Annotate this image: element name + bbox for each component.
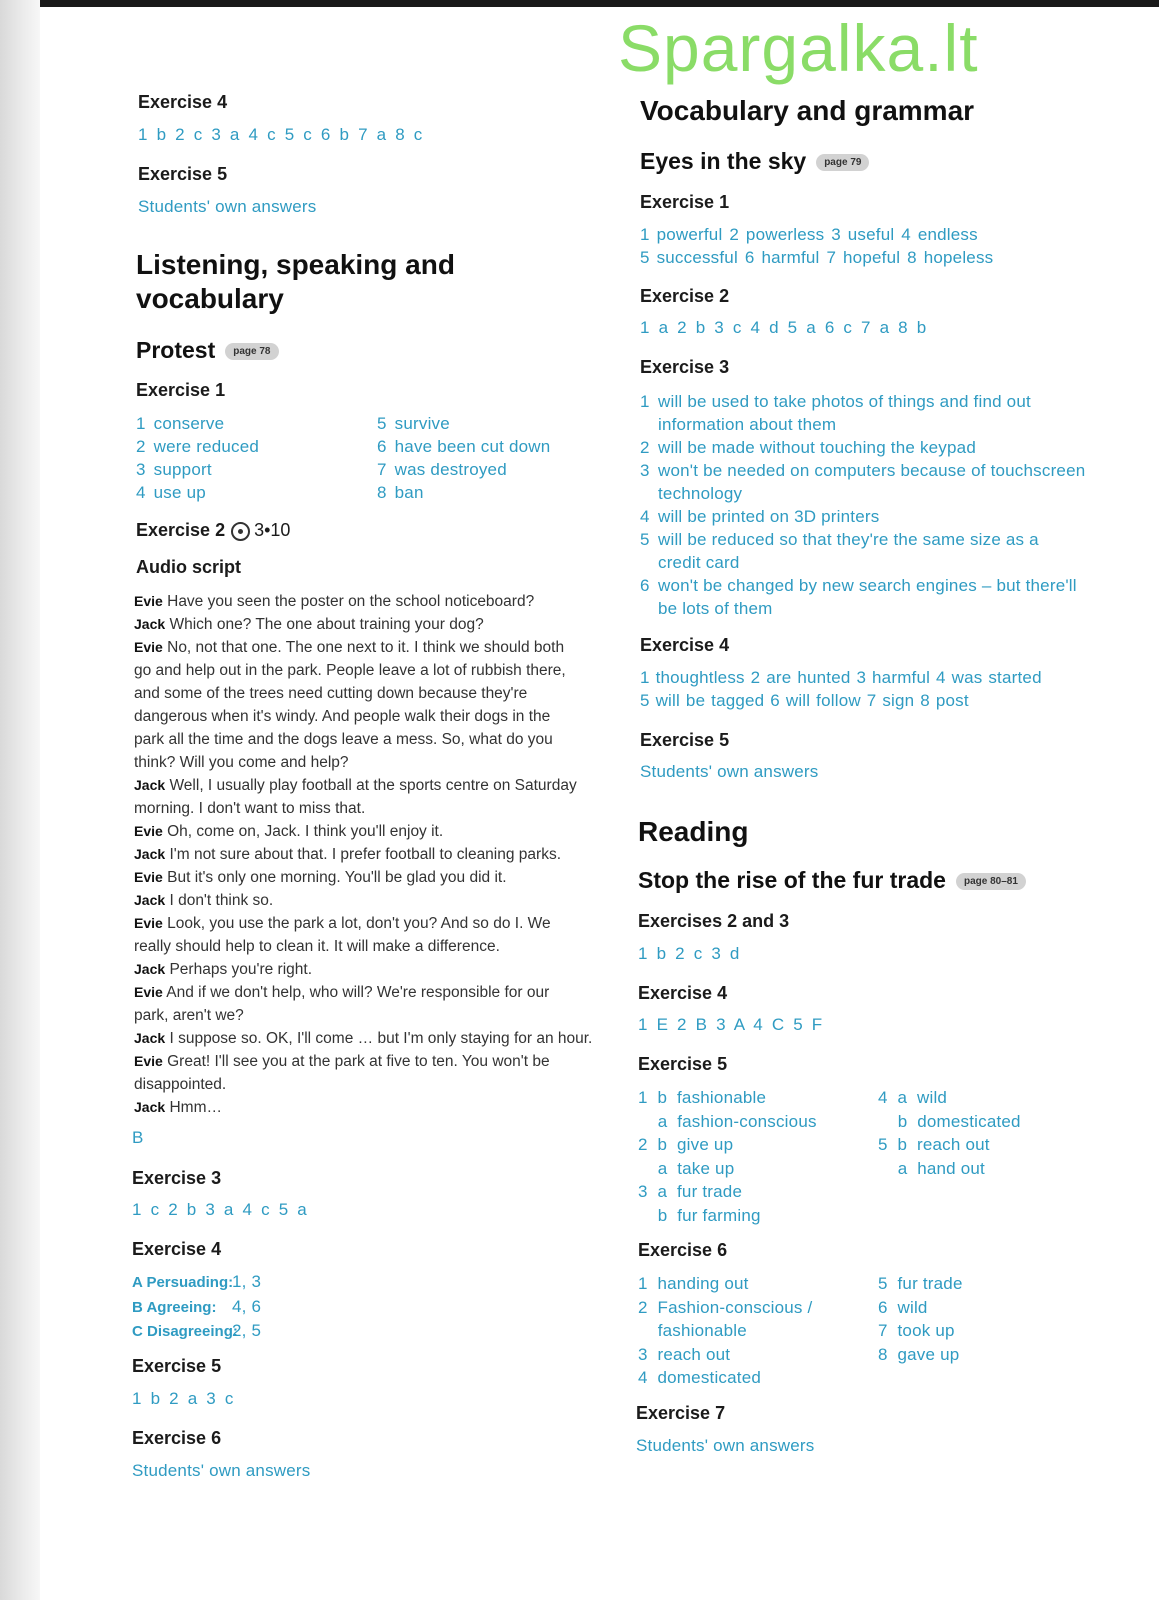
numbered-answer-list [640,390,1085,620]
script-line [134,1073,592,1096]
script-line [134,682,592,705]
answer-list-col2 [878,1086,1021,1180]
script-line [134,935,592,958]
script-text: I don't think so. [165,892,274,909]
list-item [640,551,1085,574]
top-border [0,0,1159,7]
list-item [640,597,1085,620]
script-line [134,590,592,613]
script-line [134,1027,592,1050]
function-value: 4, 6 [232,1296,262,1316]
list-item [640,482,1085,505]
script-text: I suppose so. OK, I'll come … but I'm only staying for an hour. [165,1030,593,1047]
item-text: will be made without touching the keypad [658,438,976,457]
script-text: And if we don't help, who will? We're responsible for our [162,984,550,1001]
item-number: 6 [377,437,387,456]
watermark-logo: Spargalka.lt [618,11,979,85]
exercise-title: Exercise 4 [132,1239,222,1259]
answer-list-col2 [878,1272,963,1366]
list-item [132,1295,261,1320]
script-line [134,981,592,1004]
list-item [136,458,259,481]
list-item: b fur farming [638,1205,761,1225]
item-text: conserve [153,414,225,433]
exercise-title: Exercise 6 [132,1428,222,1448]
item-number: 7 [377,460,387,479]
exercise-title: Exercise 4 [638,983,728,1003]
exercise-title-text: Exercise 2 [136,520,226,540]
speaker-name: Jack [134,777,166,793]
answer-line: 1 c 2 b 3 a 4 c 5 a [132,1200,307,1219]
subsection-title-text: Protest [136,337,216,363]
function-label: B Agreeing: [132,1298,217,1316]
list-item: 8 gave up [878,1344,960,1364]
item-text: use up [153,483,206,502]
list-item [377,435,550,458]
list-item: 1 b fashionable [638,1088,767,1107]
item-text: be lots of them [658,599,773,618]
speaker-name: Jack [134,616,166,632]
item-number: 5 [377,414,387,433]
item-number: 6 [640,576,650,595]
item-number: 5 [640,530,650,549]
script-line [134,613,592,636]
list-item [377,412,550,435]
list-item: a hand out [878,1158,985,1178]
item-number: 3 [640,461,650,480]
script-line [134,912,592,935]
exercise-title: Exercise 3 [132,1168,222,1188]
script-line [134,1050,592,1073]
speaker-name: Jack [134,846,166,862]
script-text: Which one? The one about training your dog? [165,616,484,633]
script-text: think? Will you come and help? [134,754,349,771]
speaker-name: Jack [134,961,166,977]
script-text: Well, I usually play football at the sports centre on Saturday [165,777,577,794]
item-text: won't be changed by new search engines – but there'll [658,576,1077,595]
list-item [640,390,1085,413]
page-margin-shadow [0,0,40,1600]
item-text: have been cut down [394,437,551,456]
track-number: 3•10 [254,520,291,540]
script-line [134,866,592,889]
answer-line: B [132,1128,144,1147]
list-item [377,481,550,504]
script-text: No, not that one. The one next to it. I think we should both [162,639,565,656]
list-item [132,1270,261,1295]
answer-line: 1 a 2 b 3 c 4 d 5 a 6 c 7 a 8 b [640,318,927,337]
answer-line: 1 b 2 c 3 a 4 c 5 c 6 b 7 a 8 c [138,125,423,144]
answer-list-col2 [377,412,550,504]
script-line [134,1096,592,1119]
speaker-name: Jack [134,1030,166,1046]
script-line [134,797,592,820]
list-item: 6 wild [878,1297,928,1317]
list-item [640,436,1085,459]
item-number: 8 [377,483,387,502]
speaker-name: Evie [134,869,163,885]
exercise-title: Exercise 1 [640,192,730,212]
list-item [136,481,259,504]
exercise-title: Exercises 2 and 3 [638,911,790,931]
script-line [134,705,592,728]
item-number: 1 [640,392,650,411]
item-number: 4 [136,483,146,502]
list-item: 5 b reach out [878,1135,990,1154]
function-list [132,1270,261,1344]
script-text: Perhaps you're right. [165,961,312,978]
item-text: credit card [658,553,740,572]
audio-script-title: Audio script [136,557,242,577]
function-value: 2, 5 [232,1321,262,1340]
exercise-title: Exercise 7 [636,1403,726,1423]
item-text: information about them [658,415,837,434]
script-line [134,728,592,751]
answer-line: Students' own answers [138,197,317,216]
script-text: Great! I'll see you at the park at five to ten. You won't be [162,1053,550,1070]
item-text: technology [658,484,743,503]
speaker-name: Evie [134,593,163,609]
answer-list-col1 [638,1272,812,1390]
answer-line: Students' own answers [132,1461,311,1480]
list-item: 5 fur trade [878,1274,963,1293]
exercise-title: Exercise 6 [638,1240,728,1260]
script-text: dangerous when it's windy. And people walk their dogs in the [134,708,551,725]
item-number: 4 [640,507,650,526]
page-badge: page 80–81 [956,873,1026,890]
subsection-title [640,148,869,175]
script-text: But it's only one morning. You'll be glad you did it. [162,869,507,886]
script-line [134,751,592,774]
answer-list-col1 [638,1086,817,1227]
list-item: 3 reach out [638,1344,731,1364]
exercise-title: Exercise 2 [640,286,730,306]
section-title: vocabulary [136,283,284,314]
script-text: really should help to clean it. It will make a difference. [134,938,500,955]
exercise-title: Exercise 4 [640,635,730,655]
speaker-name: Jack [134,1099,166,1115]
answer-line: Students' own answers [640,762,819,781]
item-text: will be reduced so that they're the same size as a [658,530,1039,549]
item-text: ban [394,483,424,502]
list-item: 2 b give up [638,1135,734,1154]
exercise-title: Exercise 3 [640,357,730,377]
answer-line: 1 thoughtless 2 are hunted 3 harmful 4 was started [640,668,1042,687]
item-number: 2 [136,437,146,456]
item-number: 1 [136,414,146,433]
item-text: survive [394,414,450,433]
list-item: 3 a fur trade [638,1182,743,1201]
cd-audio-icon [231,522,250,541]
exercise-title: Exercise 5 [638,1054,728,1074]
list-item: 7 took up [878,1321,955,1340]
list-item [377,458,550,481]
script-text: disappointed. [134,1076,227,1093]
answer-line: 1 powerful 2 powerless 3 useful 4 endless [640,225,978,244]
subsection-title [638,867,1026,894]
item-text: was destroyed [394,460,507,479]
answer-line: Students' own answers [636,1436,815,1455]
exercise-title: Exercise 1 [136,380,226,400]
list-item [132,1319,261,1344]
list-item: a take up [638,1158,735,1178]
list-item: fashionable [638,1321,747,1340]
answer-line: 5 successful 6 harmful 7 hopeful 8 hopeless [640,248,994,267]
item-text: will be printed on 3D printers [658,507,880,526]
script-text: park, aren't we? [134,1007,244,1024]
section-title: Vocabulary and grammar [640,95,975,126]
list-item [640,459,1085,482]
script-text: Look, you use the park a lot, don't you? And so do I. We [162,915,551,932]
answer-line: 1 E 2 B 3 A 4 C 5 F [638,1015,823,1034]
script-line [134,958,592,981]
script-line [134,889,592,912]
page-badge: page 78 [225,343,278,360]
list-item: a fashion-conscious [638,1111,817,1131]
speaker-name: Evie [134,984,163,1000]
item-text: will be used to take photos of things and find out [658,392,1031,411]
script-line [134,820,592,843]
script-text: and some of the trees need cutting down because they're [134,685,528,702]
script-line [134,659,592,682]
script-text: Have you seen the poster on the school noticeboard? [162,593,535,610]
section-title: Reading [638,816,749,847]
audio-script-text [134,590,592,1119]
page-badge: page 79 [816,154,869,171]
answer-list-col1 [136,412,259,504]
script-line [134,843,592,866]
answer-line: 1 b 2 c 3 d [638,944,740,963]
exercise-title: Exercise 5 [640,730,730,750]
list-item: b domesticated [878,1111,1021,1131]
list-item [640,574,1085,597]
function-label: C Disagreeing: [132,1323,238,1340]
item-text: support [153,460,212,479]
speaker-name: Evie [134,915,163,931]
script-text: I'm not sure about that. I prefer football to cleaning parks. [165,846,562,863]
exercise-title: Exercise 5 [138,164,228,184]
script-line [134,774,592,797]
function-label: A Persuading: [132,1274,234,1291]
script-text: Oh, come on, Jack. I think you'll enjoy it. [162,823,444,840]
speaker-name: Jack [134,892,166,908]
list-item [640,505,1085,528]
speaker-name: Evie [134,823,163,839]
subsection-title [136,337,279,364]
section-title: Listening, speaking and [136,249,455,280]
function-value: 1, 3 [232,1272,262,1291]
speaker-name: Evie [134,1053,163,1069]
subsection-title-text: Stop the rise of the fur trade [638,867,946,893]
script-text: morning. I don't want to miss that. [134,800,366,817]
item-text: won't be needed on computers because of touchscreen [658,461,1086,480]
speaker-name: Evie [134,639,163,655]
answer-line: 5 will be tagged 6 will follow 7 sign 8 post [640,691,969,710]
script-line [134,636,592,659]
exercise-title [136,520,290,541]
item-number: 3 [136,460,146,479]
list-item: 1 handing out [638,1274,749,1293]
list-item: 4 a wild [878,1088,948,1107]
list-item [640,413,1085,436]
item-text: were reduced [153,437,260,456]
script-text: park all the time and the dogs leave a mess. So, what do you [134,731,553,748]
exercise-title: Exercise 4 [138,92,228,112]
exercise-title: Exercise 5 [132,1356,222,1376]
subsection-title-text: Eyes in the sky [640,148,807,174]
list-item [136,435,259,458]
list-item [136,412,259,435]
list-item: 2 Fashion-conscious / [638,1297,813,1317]
answer-line: 1 b 2 a 3 c [132,1389,234,1408]
script-text: go and help out in the park. People leave a lot of rubbish there, [134,662,566,679]
script-text: Hmm… [165,1099,222,1116]
list-item: 4 domesticated [638,1368,762,1387]
script-line [134,1004,592,1027]
item-number: 2 [640,438,650,457]
list-item [640,528,1085,551]
